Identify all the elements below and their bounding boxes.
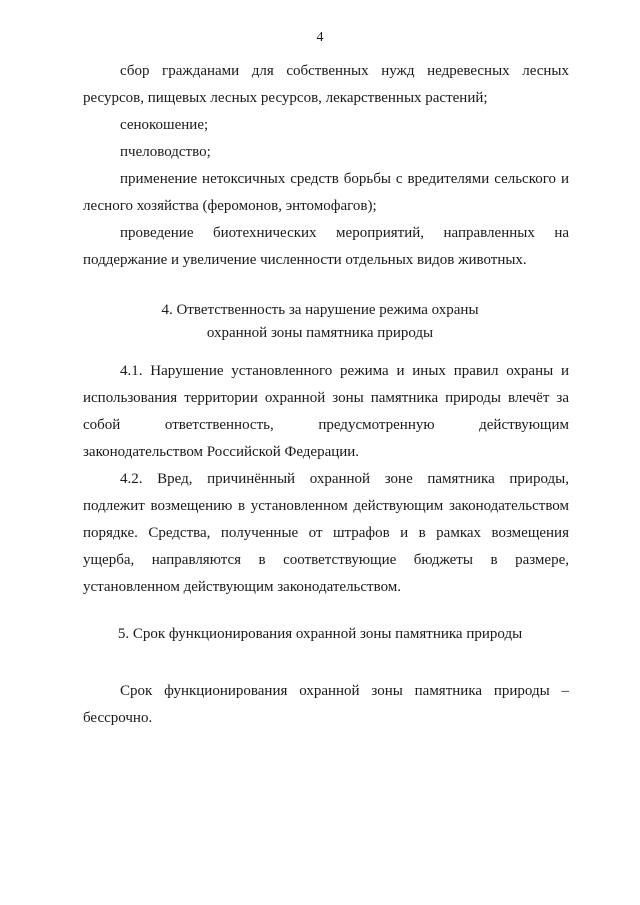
paragraph-4-1: 4.1. Нарушение установленного режима и иных правил охраны и использования территории охранной зоны памятника природы влечёт за собой ответственность, предусмотренную действующим законодательством Российской Федерации. <box>83 363 569 460</box>
section-4-heading-line1: 4. Ответственность за нарушение режима охраны <box>161 302 479 318</box>
section-5-heading: 5. Срок функционирования охранной зоны памятника природы <box>117 626 523 642</box>
page-number: 4 <box>316 30 324 45</box>
section-4-heading-line2: охранной зоны памятника природы <box>206 325 434 341</box>
section-4-heading <box>0 299 640 345</box>
list-item: сенокошение; <box>120 117 209 133</box>
list-block <box>83 58 569 274</box>
paragraph-4-2: 4.2. Вред, причинённый охранной зоне памятника природы, подлежит возмещению в установленном действующим законодательством порядке. Средства, полученные от штрафов и в рамках возмещения ущерба, направляются в соответствующие бюджеты в размере, установленном действующим законодательством. <box>83 471 569 595</box>
paragraph-5-1: Срок функционирования охранной зоны памятника природы – бессрочно. <box>83 683 569 726</box>
list-item: проведение биотехнических мероприятий, направленных на поддержание и увеличение численности отдельных видов животных. <box>83 225 569 268</box>
list-item: пчеловодство; <box>120 144 211 160</box>
section-4-body <box>83 358 569 601</box>
list-item: применение нетоксичных средств борьбы с вредителями сельского и лесного хозяйства (феромонов, энтомофагов); <box>83 171 569 214</box>
section-5-body <box>83 678 569 732</box>
list-item: сбор гражданами для собственных нужд недревесных лесных ресурсов, пищевых лесных ресурсов, лекарственных растений; <box>83 63 569 106</box>
